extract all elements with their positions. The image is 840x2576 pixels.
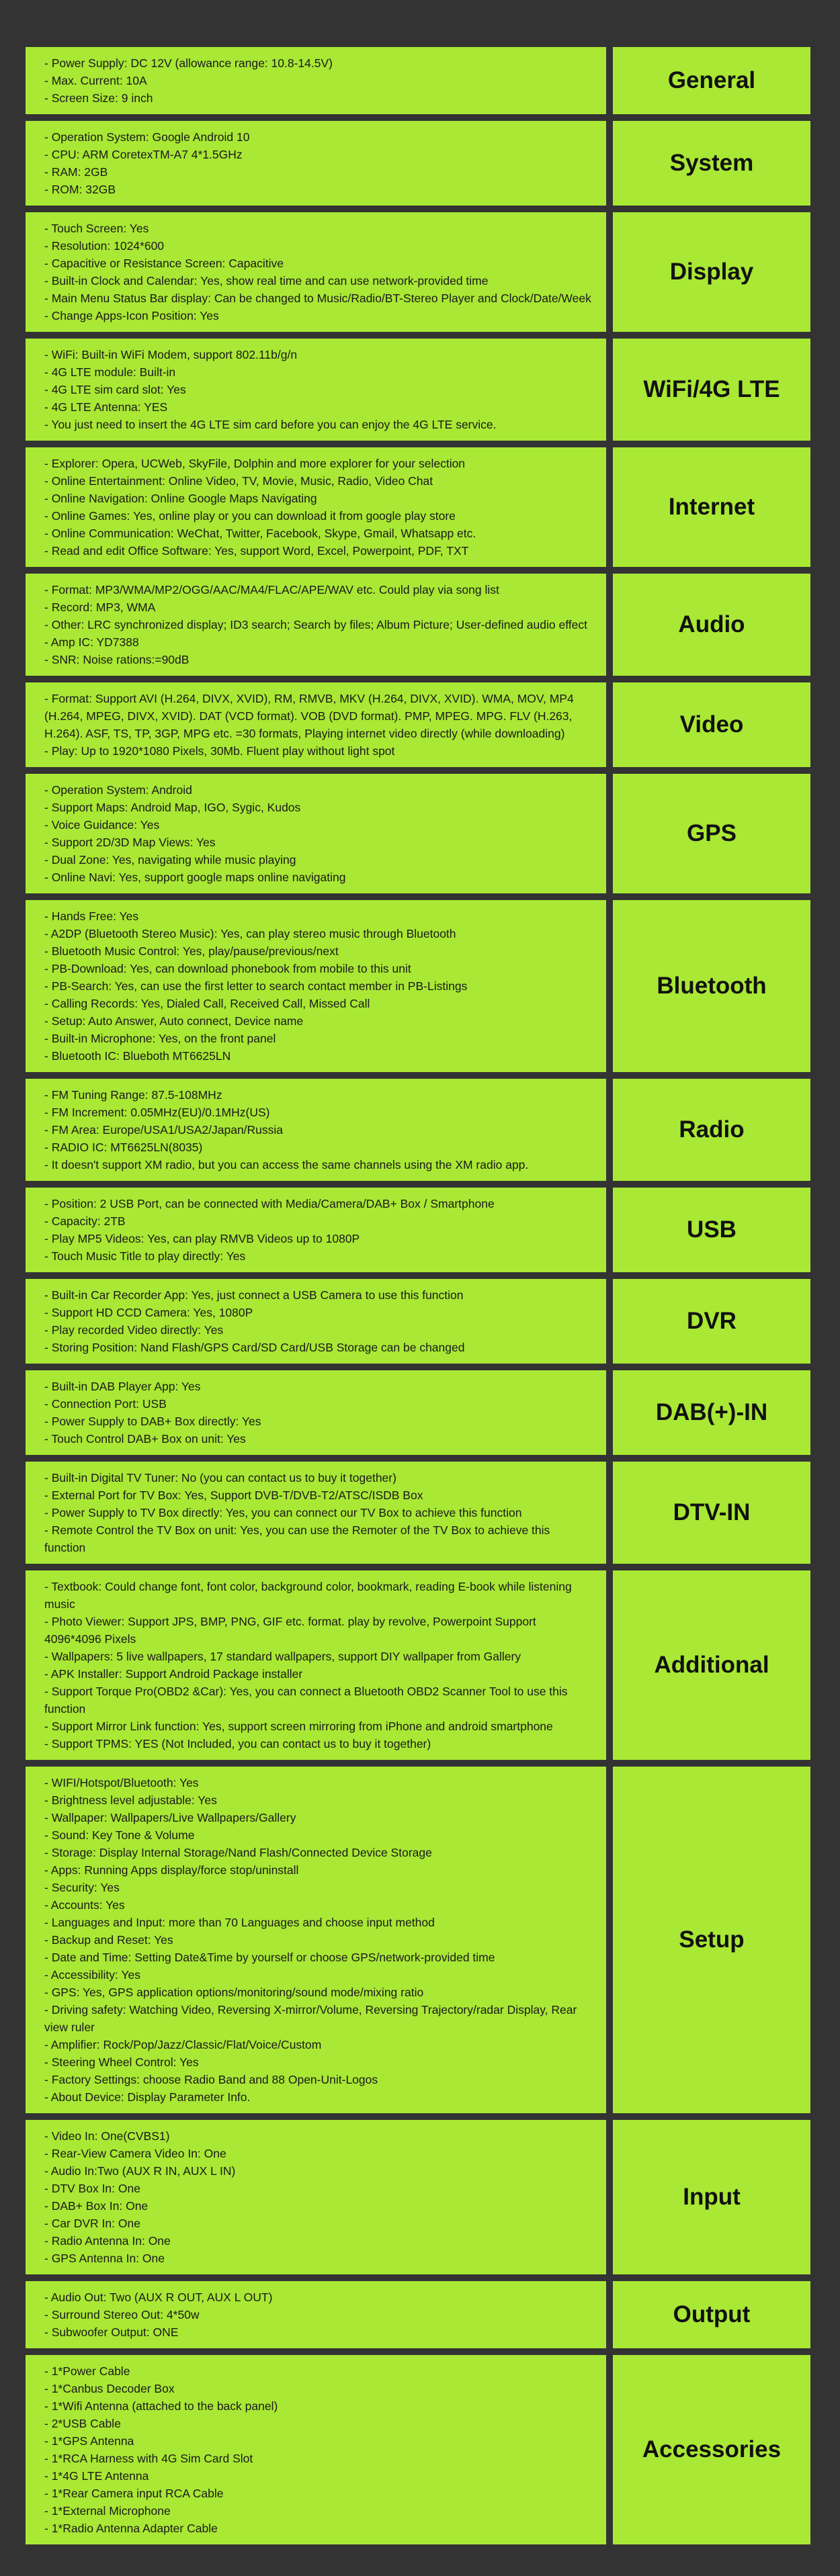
spec-line: - Accounts: Yes — [44, 1898, 125, 1912]
spec-row-dvr — [26, 1279, 810, 1364]
spec-description — [26, 774, 606, 893]
spec-line: - Security: Yes — [44, 1881, 120, 1894]
spec-line: - 2*USB Cable — [44, 2417, 121, 2430]
spec-line: - Power Supply to TV Box directly: Yes, you can connect our TV Box to achieve this function — [44, 1506, 522, 1519]
spec-row-audio — [26, 574, 810, 676]
spec-line: - Operation System: Google Android 10 — [44, 130, 250, 144]
spec-line: - Photo Viewer: Support JPS, BMP, PNG, GIF etc. format. play by revolve, Powerpoint Support 4096*4096 Pixels — [44, 1615, 536, 1646]
spec-line: - Change Apps-Icon Position: Yes — [44, 309, 219, 322]
spec-line: - Play: Up to 1920*1080 Pixels, 30Mb. Fluent play without light spot — [44, 744, 395, 758]
spec-line: - Video In: One(CVBS1) — [44, 2129, 170, 2143]
spec-line: - 4G LTE Antenna: YES — [44, 400, 168, 414]
spec-line: - Apps: Running Apps display/force stop/uninstall — [44, 1863, 299, 1877]
spec-line: - WiFi: Built-in WiFi Modem, support 802.11b/g/n — [44, 348, 298, 361]
spec-category-label: General — [613, 47, 810, 114]
spec-category-label: System — [613, 121, 810, 206]
spec-line: - Backup and Reset: Yes — [44, 1933, 173, 1947]
spec-line: - Surround Stereo Out: 4*50w — [44, 2308, 200, 2321]
spec-line: - FM Increment: 0.05MHz(EU)/0.1MHz(US) — [44, 1106, 270, 1119]
spec-line: - Hands Free: Yes — [44, 909, 139, 923]
spec-description — [26, 1279, 606, 1364]
spec-line: - Audio Out: Two (AUX R OUT, AUX L OUT) — [44, 2291, 273, 2304]
spec-line: - Operation System: Android — [44, 783, 192, 797]
spec-description — [26, 1767, 606, 2113]
spec-line: - Explorer: Opera, UCWeb, SkyFile, Dolphin and more explorer for your selection — [44, 457, 466, 470]
spec-line: - FM Tuning Range: 87.5-108MHz — [44, 1088, 222, 1102]
spec-line: - Resolution: 1024*600 — [44, 239, 165, 253]
spec-line: - WIFI/Hotspot/Bluetooth: Yes — [44, 1776, 199, 1789]
spec-line: - 1*Power Cable — [44, 2364, 130, 2378]
spec-line: - Max. Current: 10A — [44, 74, 147, 87]
spec-line: - SNR: Noise rations:=90dB — [44, 653, 190, 666]
spec-row-bluetooth — [26, 900, 810, 1072]
spec-description — [26, 2281, 606, 2348]
spec-row-general — [26, 47, 810, 114]
spec-line: - Audio In:Two (AUX R IN, AUX L IN) — [44, 2164, 236, 2178]
spec-description — [26, 1370, 606, 1455]
spec-line: - Play recorded Video directly: Yes — [44, 1323, 224, 1337]
spec-description — [26, 2120, 606, 2274]
spec-line: - Format: MP3/WMA/MP2/OGG/AAC/MA4/FLAC/APE/WAV etc. Could play via song list — [44, 583, 499, 596]
spec-line: - APK Installer: Support Android Package installer — [44, 1667, 303, 1681]
spec-description — [26, 47, 606, 114]
spec-description — [26, 1079, 606, 1181]
spec-line: - Amplifier: Rock/Pop/Jazz/Classic/Flat/Voice/Custom — [44, 2038, 322, 2051]
spec-description — [26, 1188, 606, 1272]
spec-line: - Wallpaper: Wallpapers/Live Wallpapers/Gallery — [44, 1811, 296, 1824]
spec-line: - Driving safety: Watching Video, Reversing X-mirror/Volume, Reversing Trajectory/radar Display, Rear view ruler — [44, 2003, 577, 2034]
spec-row-input — [26, 2120, 810, 2274]
spec-line: - 1*RCA Harness with 4G Sim Card Slot — [44, 2452, 253, 2465]
spec-description — [26, 121, 606, 206]
spec-line: - Bluetooth Music Control: Yes, play/pause/previous/next — [44, 944, 339, 958]
spec-line: - Online Entertainment: Online Video, TV, Movie, Music, Radio, Video Chat — [44, 474, 433, 488]
spec-line: - Remote Control the TV Box on unit: Yes, you can use the Remoter of the TV Box to achieve this function — [44, 1523, 550, 1554]
spec-line: - Support TPMS: YES (Not Included, you can contact us to buy it together) — [44, 1737, 431, 1750]
spec-line: - Sound: Key Tone & Volume — [44, 1828, 195, 1842]
spec-line: - Built-in Microphone: Yes, on the front panel — [44, 1032, 276, 1045]
spec-category-label: Audio — [613, 574, 810, 676]
spec-line: - 1*Wifi Antenna (attached to the back panel) — [44, 2399, 278, 2413]
spec-line: - Touch Screen: Yes — [44, 222, 149, 235]
spec-category-label: Additional — [613, 1570, 810, 1760]
spec-category-label: Accessories — [613, 2355, 810, 2544]
spec-category-label: Bluetooth — [613, 900, 810, 1072]
spec-row-video — [26, 682, 810, 767]
spec-line: - Online Games: Yes, online play or you can download it from google play store — [44, 509, 456, 523]
spec-line: - 1*4G LTE Antenna — [44, 2469, 149, 2483]
spec-row-gps — [26, 774, 810, 893]
spec-line: - Built-in DAB Player App: Yes — [44, 1380, 201, 1393]
spec-line: - Dual Zone: Yes, navigating while music playing — [44, 853, 296, 867]
spec-line: - Radio Antenna In: One — [44, 2234, 171, 2248]
spec-line: - 1*GPS Antenna — [44, 2434, 134, 2448]
spec-line: - Connection Port: USB — [44, 1397, 167, 1411]
spec-line: - Voice Guidance: Yes — [44, 818, 160, 832]
spec-line: - Storage: Display Internal Storage/Nand Flash/Connected Device Storage — [44, 1846, 432, 1859]
spec-line: - Built-in Digital TV Tuner: No (you can contact us to buy it together) — [44, 1471, 396, 1484]
spec-description — [26, 339, 606, 441]
spec-category-label: Radio — [613, 1079, 810, 1181]
spec-row-dtv-in — [26, 1462, 810, 1564]
spec-line: - Record: MP3, WMA — [44, 601, 156, 614]
spec-category-label: DTV-IN — [613, 1462, 810, 1564]
spec-line: - Support Mirror Link function: Yes, support screen mirroring from iPhone and android smartphone — [44, 1720, 553, 1733]
spec-line: - 4G LTE module: Built-in — [44, 365, 176, 379]
spec-line: - Accessibility: Yes — [44, 1968, 140, 1982]
spec-line: - CPU: ARM CoretexTM-A7 4*1.5GHz — [44, 148, 243, 161]
spec-line: - Screen Size: 9 inch — [44, 91, 153, 105]
spec-line: - GPS: Yes, GPS application options/monitoring/sound mode/mixing ratio — [44, 1986, 424, 1999]
spec-line: - Position: 2 USB Port, can be connected with Media/Camera/DAB+ Box / Smartphone — [44, 1197, 495, 1210]
spec-description — [26, 2355, 606, 2544]
spec-category-label: WiFi/4G LTE — [613, 339, 810, 441]
spec-category-label: Internet — [613, 447, 810, 567]
spec-line: - Other: LRC synchronized display; ID3 search; Search by files; Album Picture; User-defined audio effect — [44, 618, 587, 631]
spec-line: - A2DP (Bluetooth Stereo Music): Yes, can play stereo music through Bluetooth — [44, 927, 456, 940]
spec-line: - Support Maps: Android Map, IGO, Sygic, Kudos — [44, 801, 301, 814]
spec-line: - DTV Box In: One — [44, 2182, 140, 2195]
spec-row-usb — [26, 1188, 810, 1272]
spec-sheet — [26, 47, 810, 2551]
spec-line: - Rear-View Camera Video In: One — [44, 2147, 226, 2160]
spec-line: - Wallpapers: 5 live wallpapers, 17 standard wallpapers, support DIY wallpaper from Gallery — [44, 1650, 521, 1663]
spec-line: - Support 2D/3D Map Views: Yes — [44, 836, 216, 849]
spec-line: - 4G LTE sim card slot: Yes — [44, 383, 186, 396]
spec-category-label: GPS — [613, 774, 810, 893]
spec-row-internet — [26, 447, 810, 567]
spec-line: - Subwoofer Output: ONE — [44, 2325, 179, 2339]
spec-description — [26, 900, 606, 1072]
spec-line: - Factory Settings: choose Radio Band and 88 Open-Unit-Logos — [44, 2073, 378, 2086]
spec-line: - Main Menu Status Bar display: Can be changed to Music/Radio/BT-Stereo Player and Clock/Date/Week — [44, 292, 591, 305]
spec-category-label: Display — [613, 212, 810, 332]
spec-line: - FM Area: Europe/USA1/USA2/Japan/Russia — [44, 1123, 284, 1137]
spec-line: - GPS Antenna In: One — [44, 2252, 165, 2265]
spec-line: - Built-in Clock and Calendar: Yes, show real time and can use network-provided time — [44, 274, 489, 287]
spec-row-radio — [26, 1079, 810, 1181]
spec-line: - Amp IC: YD7388 — [44, 635, 139, 649]
spec-line: - 1*Radio Antenna Adapter Cable — [44, 2522, 218, 2535]
spec-line: - 1*External Microphone — [44, 2504, 171, 2518]
spec-line: - PB-Search: Yes, can use the first letter to search contact member in PB-Listings — [44, 979, 468, 993]
spec-line: - ROM: 32GB — [44, 183, 116, 196]
spec-row-system — [26, 121, 810, 206]
spec-line: - Online Navi: Yes, support google maps online navigating — [44, 871, 346, 884]
spec-category-label: Video — [613, 682, 810, 767]
spec-line: - Date and Time: Setting Date&Time by yourself or choose GPS/network-provided time — [44, 1951, 495, 1964]
spec-category-label: Output — [613, 2281, 810, 2348]
spec-line: - 1*Canbus Decoder Box — [44, 2382, 175, 2395]
spec-line: - Textbook: Could change font, font color, background color, bookmark, reading E-book while listening music — [44, 1580, 572, 1611]
spec-line: - Read and edit Office Software: Yes, support Word, Excel, Powerpoint, PDF, TXT — [44, 544, 469, 558]
spec-line: - Bluetooth IC: Blueboth MT6625LN — [44, 1049, 231, 1063]
spec-line: - Storing Position: Nand Flash/GPS Card/SD Card/USB Storage can be changed — [44, 1341, 465, 1354]
spec-line: - Built-in Car Recorder App: Yes, just connect a USB Camera to use this function — [44, 1288, 464, 1302]
spec-line: - External Port for TV Box: Yes, Support DVB-T/DVB-T2/ATSC/ISDB Box — [44, 1489, 423, 1502]
spec-line: - Power Supply: DC 12V (allowance range: 10.8-14.5V) — [44, 56, 333, 70]
spec-category-label: Setup — [613, 1767, 810, 2113]
spec-line: - RADIO IC: MT6625LN(8035) — [44, 1141, 203, 1154]
spec-line: - Power Supply to DAB+ Box directly: Yes — [44, 1415, 261, 1428]
spec-line: - Setup: Auto Answer, Auto connect, Device name — [44, 1014, 304, 1028]
spec-row-output — [26, 2281, 810, 2348]
spec-line: - Languages and Input: more than 70 Languages and choose input method — [44, 1916, 435, 1929]
spec-description — [26, 1462, 606, 1564]
spec-line: - Brightness level adjustable: Yes — [44, 1793, 217, 1807]
spec-line: - Online Navigation: Online Google Maps Navigating — [44, 492, 317, 505]
spec-line: - RAM: 2GB — [44, 165, 108, 179]
spec-row-additional — [26, 1570, 810, 1760]
spec-line: - It doesn't support XM radio, but you can access the same channels using the XM radio app. — [44, 1158, 529, 1171]
spec-row-wifi-4g-lte — [26, 339, 810, 441]
spec-category-label: DVR — [613, 1279, 810, 1364]
spec-row-accessories — [26, 2355, 810, 2544]
spec-category-label: Input — [613, 2120, 810, 2274]
spec-line: - PB-Download: Yes, can download phonebook from mobile to this unit — [44, 962, 411, 975]
spec-description — [26, 447, 606, 567]
spec-description — [26, 212, 606, 332]
spec-line: - You just need to insert the 4G LTE sim card before you can enjoy the 4G LTE service. — [44, 418, 497, 431]
spec-line: - Touch Control DAB+ Box on unit: Yes — [44, 1432, 246, 1446]
spec-row-setup — [26, 1767, 810, 2113]
spec-description — [26, 1570, 606, 1760]
spec-line: - Play MP5 Videos: Yes, can play RMVB Videos up to 1080P — [44, 1232, 360, 1245]
spec-line: - Capacity: 2TB — [44, 1214, 126, 1228]
spec-line: - Touch Music Title to play directly: Yes — [44, 1249, 246, 1263]
spec-line: - Format: Support AVI (H.264, DIVX, XVID), RM, RMVB, MKV (H.264, DIVX, XVID). WMA, MOV, MP4 (H.264, MPEG, DIVX, XVID). DAT (VCD format). VOB (DVD format). PMP, MPEG. MPG. FLV (H.263, H.264). ASF, TS, TP, 3GP, MPG etc. =30 formats, Playing internet video directly (while downloading) — [44, 692, 574, 740]
spec-line: - Steering Wheel Control: Yes — [44, 2055, 199, 2069]
spec-line: - Car DVR In: One — [44, 2217, 140, 2230]
spec-line: - About Device: Display Parameter Info. — [44, 2090, 251, 2104]
spec-category-label: DAB(+)-IN — [613, 1370, 810, 1455]
spec-category-label: USB — [613, 1188, 810, 1272]
spec-description — [26, 574, 606, 676]
spec-line: - Online Communication: WeChat, Twitter, Facebook, Skype, Gmail, Whatsapp etc. — [44, 527, 476, 540]
spec-line: - Calling Records: Yes, Dialed Call, Received Call, Missed Call — [44, 997, 370, 1010]
spec-line: - Capacitive or Resistance Screen: Capacitive — [44, 257, 284, 270]
spec-line: - Support Torque Pro(OBD2 &Car): Yes, you can connect a Bluetooth OBD2 Scanner Tool to use this function — [44, 1685, 568, 1716]
spec-row-display — [26, 212, 810, 332]
spec-line: - 1*Rear Camera input RCA Cable — [44, 2487, 224, 2500]
spec-line: - DAB+ Box In: One — [44, 2199, 149, 2213]
spec-row-dab-in — [26, 1370, 810, 1455]
spec-line: - Support HD CCD Camera: Yes, 1080P — [44, 1306, 253, 1319]
spec-description — [26, 682, 606, 767]
